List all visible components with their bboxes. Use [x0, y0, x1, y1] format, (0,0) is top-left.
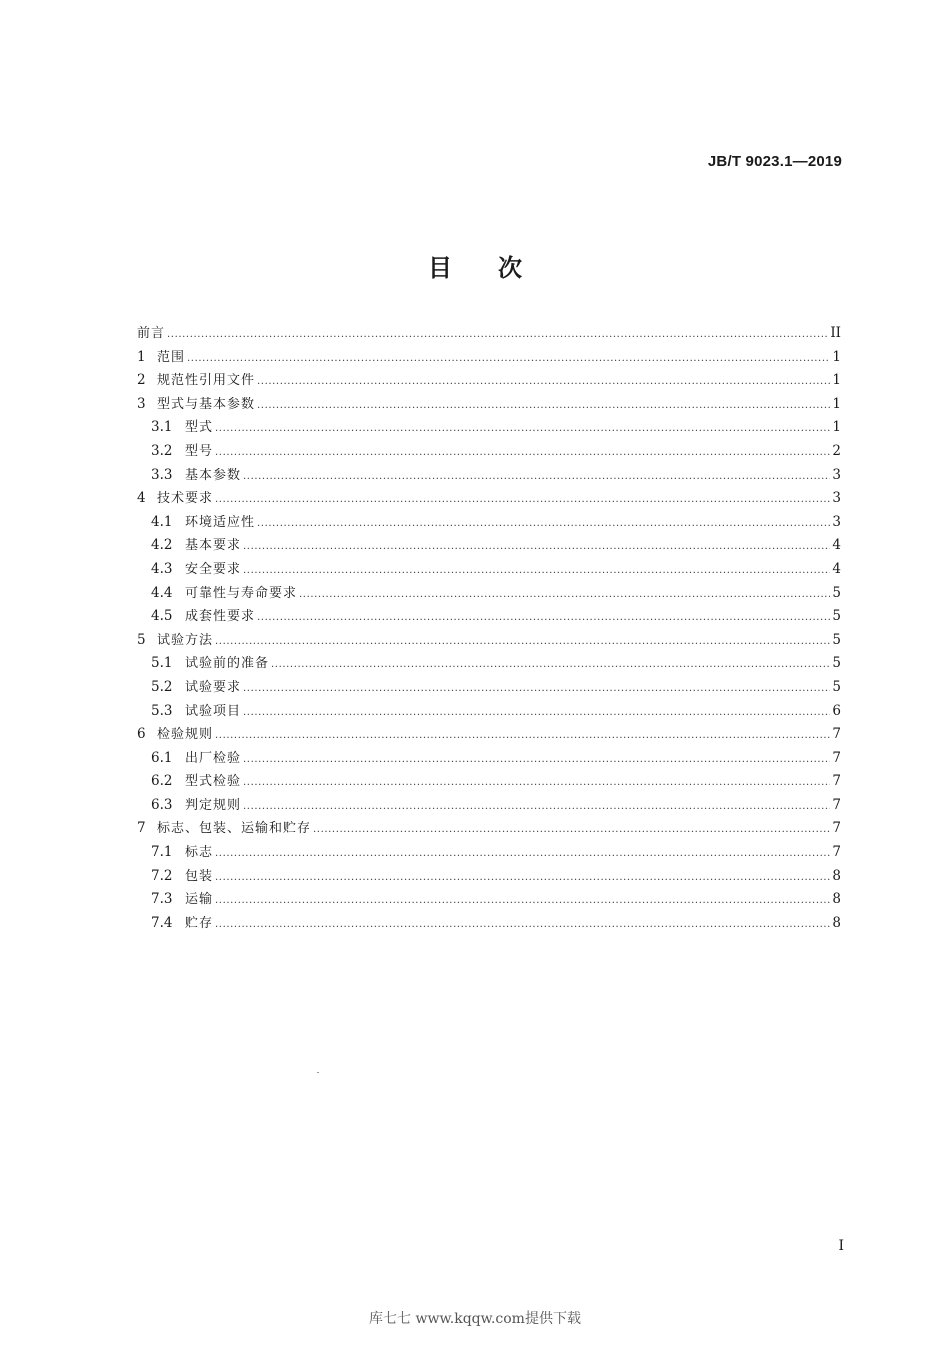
standard-number: JB/T 9023.1—2019 — [707, 153, 842, 170]
toc-dot-leader — [215, 417, 830, 441]
toc-dot-leader — [257, 394, 830, 418]
toc-entry[interactable] — [137, 629, 841, 653]
toc-entry-label: 规范性引用文件 — [157, 373, 256, 389]
toc-entry-number: 6.3 — [151, 796, 173, 813]
toc-entry-number: 7 — [137, 820, 146, 837]
toc-entry-label: 试验前的准备 — [185, 656, 270, 672]
toc-entry-number: 4.5 — [151, 608, 173, 625]
page-number: I — [838, 1238, 844, 1254]
toc-entry[interactable] — [137, 369, 841, 393]
toc-entry[interactable] — [137, 322, 841, 346]
toc-entry[interactable] — [137, 676, 841, 700]
toc-entry[interactable] — [137, 416, 841, 440]
toc-entry-number: 2 — [137, 372, 146, 389]
toc-entry-page: 8 — [832, 891, 841, 908]
toc-entry-page: II — [830, 325, 841, 341]
toc-entry-label: 贮存 — [185, 915, 214, 931]
toc-title — [0, 248, 950, 283]
toc-entry-number: 1 — [137, 348, 146, 365]
toc-dot-leader — [243, 535, 830, 559]
toc-entry-page: 5 — [832, 608, 841, 625]
toc-entry-number: 3.1 — [151, 419, 173, 436]
toc-entry-number: 4.3 — [151, 560, 173, 577]
toc-dot-leader — [271, 653, 830, 677]
toc-entry-page: 5 — [832, 655, 841, 672]
toc-entry-number: 4 — [137, 490, 146, 507]
toc-entry-page: 7 — [832, 844, 841, 861]
toc-entry[interactable] — [137, 652, 841, 676]
toc-dot-leader — [215, 866, 830, 890]
toc-entry-label: 试验要求 — [185, 679, 242, 695]
toc-entry[interactable] — [137, 605, 841, 629]
toc-dot-leader — [215, 889, 830, 913]
toc-entry-label: 可靠性与寿命要求 — [185, 585, 298, 601]
toc-entry-label: 运输 — [185, 892, 214, 908]
toc-entry-number: 7.2 — [151, 867, 173, 884]
toc-entry-label: 前言 — [137, 326, 166, 341]
toc-entry[interactable] — [137, 817, 841, 841]
toc-entry-page: 7 — [832, 726, 841, 743]
toc-title-char-2: 次 — [498, 254, 522, 282]
toc-entry-page: 4 — [832, 537, 841, 554]
toc-entry-label: 试验方法 — [157, 632, 214, 648]
toc-entry-label: 标志、包装、运输和贮存 — [157, 821, 312, 837]
toc-dot-leader — [215, 441, 830, 465]
toc-entry-number: 4.4 — [151, 584, 173, 601]
toc-dot-leader — [243, 559, 830, 583]
toc-entry-label: 型式 — [185, 420, 214, 436]
toc-entry-page: 1 — [832, 395, 841, 412]
toc-entry-number: 5.2 — [151, 678, 173, 695]
toc-title-char-1: 目 — [428, 254, 452, 282]
toc-entry[interactable] — [137, 841, 841, 865]
toc-dot-leader — [257, 606, 830, 630]
toc-dot-leader — [299, 583, 830, 607]
toc-entry-label: 型号 — [185, 443, 214, 459]
toc-entry-label: 技术要求 — [157, 491, 214, 507]
toc-entry-label: 标志 — [185, 845, 214, 861]
toc-entry-label: 判定规则 — [185, 797, 242, 813]
toc-entry-page: 8 — [832, 914, 841, 931]
toc-dot-leader — [257, 512, 830, 536]
toc-entry-number: 6.1 — [151, 749, 173, 766]
toc-dot-leader — [243, 701, 830, 725]
toc-dot-leader — [313, 818, 830, 842]
toc-entry-page: 2 — [832, 442, 841, 459]
toc-entry[interactable] — [137, 700, 841, 724]
toc-dot-leader — [215, 842, 830, 866]
toc-entry-number: 6.2 — [151, 773, 173, 790]
toc-entry-number: 5 — [137, 631, 146, 648]
toc-entry[interactable] — [137, 393, 841, 417]
toc-dot-leader — [215, 913, 830, 937]
toc-dot-leader — [187, 347, 830, 371]
toc-entry[interactable] — [137, 888, 841, 912]
toc-entry-page: 6 — [832, 702, 841, 719]
toc-entry[interactable] — [137, 558, 841, 582]
toc-entry[interactable] — [137, 534, 841, 558]
table-of-contents — [137, 322, 841, 935]
toc-entry-label: 安全要求 — [185, 561, 242, 577]
toc-entry-number: 4.2 — [151, 537, 173, 554]
toc-entry[interactable] — [137, 770, 841, 794]
toc-entry-number: 4.1 — [151, 513, 173, 530]
toc-entry[interactable] — [137, 346, 841, 370]
toc-entry-page: 1 — [832, 419, 841, 436]
toc-entry-number: 3.3 — [151, 466, 173, 483]
toc-entry-number: 5.3 — [151, 702, 173, 719]
toc-entry[interactable] — [137, 582, 841, 606]
toc-entry-label: 检验规则 — [157, 727, 214, 743]
toc-entry[interactable] — [137, 865, 841, 889]
toc-entry[interactable] — [137, 440, 841, 464]
toc-entry-number: 7.4 — [151, 914, 173, 931]
toc-entry-page: 5 — [832, 678, 841, 695]
toc-entry-page: 3 — [832, 490, 841, 507]
toc-entry-page: 7 — [832, 796, 841, 813]
toc-entry-label: 试验项目 — [185, 703, 242, 719]
toc-entry-number: 3 — [137, 395, 146, 412]
toc-entry-number: 6 — [137, 726, 146, 743]
toc-entry-label: 出厂检验 — [185, 750, 242, 766]
toc-entry-page: 8 — [832, 867, 841, 884]
toc-entry-label: 型式与基本参数 — [157, 396, 256, 412]
toc-entry[interactable] — [137, 912, 841, 936]
toc-entry-label: 基本参数 — [185, 467, 242, 483]
toc-entry[interactable] — [137, 794, 841, 818]
toc-dot-leader — [215, 630, 830, 654]
toc-entry[interactable] — [137, 464, 841, 488]
toc-entry-label: 范围 — [157, 349, 186, 365]
toc-entry-label: 型式检验 — [185, 774, 242, 790]
toc-entry-page: 5 — [832, 584, 841, 601]
toc-entry-page: 1 — [832, 372, 841, 389]
toc-dot-leader — [167, 323, 828, 347]
toc-dot-leader — [215, 488, 830, 512]
toc-dot-leader — [243, 748, 830, 772]
toc-dot-leader — [215, 724, 830, 748]
toc-entry-page: 1 — [832, 348, 841, 365]
toc-entry[interactable] — [137, 487, 841, 511]
toc-entry-page: 5 — [832, 631, 841, 648]
toc-entry-number: 7.1 — [151, 844, 173, 861]
toc-entry-page: 3 — [832, 513, 841, 530]
toc-entry-number: 5.1 — [151, 655, 173, 672]
toc-entry-number: 7.3 — [151, 891, 173, 908]
download-footer: 库七七 www.kqqw.com提供下载 — [369, 1311, 581, 1327]
toc-entry-label: 基本要求 — [185, 538, 242, 554]
toc-dot-leader — [243, 771, 830, 795]
scan-speck — [317, 1072, 319, 1073]
toc-entry-page: 7 — [832, 820, 841, 837]
toc-entry-page: 4 — [832, 560, 841, 577]
toc-entry-page: 7 — [832, 773, 841, 790]
toc-entry-label: 成套性要求 — [185, 609, 256, 625]
toc-entry-page: 7 — [832, 749, 841, 766]
toc-dot-leader — [243, 465, 830, 489]
toc-entry[interactable] — [137, 747, 841, 771]
toc-entry-page: 3 — [832, 466, 841, 483]
toc-dot-leader — [243, 677, 830, 701]
toc-dot-leader — [243, 795, 830, 819]
toc-entry-label: 环境适应性 — [185, 514, 256, 530]
toc-entry[interactable] — [137, 511, 841, 535]
toc-entry-number: 3.2 — [151, 442, 173, 459]
toc-entry-label: 包装 — [185, 868, 214, 884]
toc-entry[interactable] — [137, 723, 841, 747]
toc-dot-leader — [257, 370, 830, 394]
